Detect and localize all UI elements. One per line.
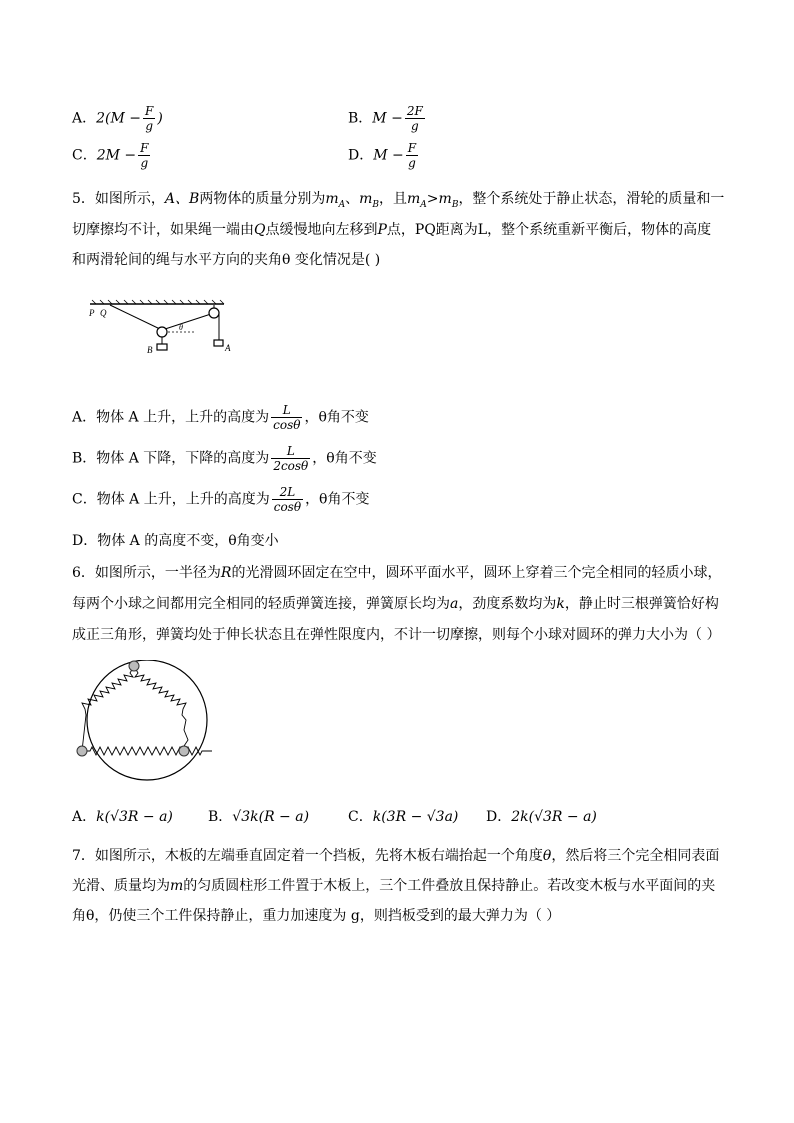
q4-option-a-fraction [143,104,155,133]
mass-b: m [438,191,452,207]
q5-option-d: D．物体 A 的高度不变，θ角变小 [72,533,279,549]
fraction-numerator: F [145,104,154,118]
option-label: D． [486,809,512,825]
q6-option-d [486,806,597,826]
q4-option-d [348,141,420,170]
text: ，θ角不变 [305,491,370,508]
text: B．物体 A 下降，下降的高度为 [72,450,270,467]
text: A．物体 A 上升，上升的高度为 [72,409,270,426]
q4-option-b-expr: M − [372,110,403,127]
text: 5．如图所示， [72,191,165,207]
option-expr: k(√3R − a) [96,809,173,825]
spring-right [134,666,188,751]
label-p: P [89,308,95,318]
text: ，静止时三根弹簧恰好构 [564,596,719,612]
option-label: A． [72,809,97,825]
q6-option-b [208,806,309,826]
q6-ring-spring-figure [72,660,224,785]
text: 每两个小球之间都用完全相同的轻质弹簧连接，弹簧原长均为 [72,596,450,612]
fraction-numerator: L [271,444,310,459]
q4-option-b [348,104,427,133]
point-p: P [377,222,387,238]
q4-option-d-expr: M − [373,147,404,164]
q4-option-c-expr: 2M − [96,147,137,164]
text: ，θ角不变 [304,409,369,426]
q5-stem-line-2 [72,219,711,239]
text: 光滑、质量均为 [72,878,170,894]
option-expr: √3k(R − a) [232,809,310,825]
subscript: B [451,199,459,210]
text: 6．如图所示，一半径为 [72,565,221,581]
length-a: a [450,596,459,612]
ball-right [179,746,189,756]
text: 7．如图所示，木板的左端垂直固定着一个挡板，先将木板右端抬起一个角度 [72,848,543,864]
text: ，然后将三个完全相同表面 [551,848,720,864]
label-a: A [225,343,231,353]
text: 点，PQ距离为L，整个系统重新平衡后，物体的高度 [386,222,712,238]
q4-option-d-label: D． [348,147,374,164]
text: 切摩擦均不计，如果绳一端由 [72,222,254,238]
q6-stem-line-2 [72,593,719,613]
fraction-denominator: g [410,119,419,133]
fraction-numerator: 2L [272,485,303,500]
label-b: B [147,345,153,355]
q5-stem-line-3: 和两滑轮间的绳与水平方向的夹角θ 变化情况是( ) [72,252,381,268]
rope-left [110,305,162,330]
fraction-denominator: g [140,156,149,170]
text: ，劲度系数均为 [458,596,557,612]
fraction-numerator: L [271,403,302,418]
fraction-numerator: 2F [406,104,423,118]
q7-stem-line-2 [72,875,715,895]
q5-stem-line-1 [72,188,724,210]
q4-option-c-fraction [138,141,150,170]
mass-a: m [407,191,421,207]
movable-pulley [157,327,167,337]
q5-option-c [72,485,370,514]
fraction-denominator: g [145,119,154,133]
block-b [157,344,167,350]
fixed-pulley [209,308,219,318]
radius-r: R [220,565,232,581]
q4-option-b-label: B． [348,110,373,127]
option-expr: 2k(√3R − a) [511,809,597,825]
q5-option-c-fraction [272,485,303,514]
q4-option-b-fraction [405,104,425,133]
label-theta: θ [179,323,183,332]
fraction-denominator: cosθ [273,418,301,432]
q6-stem-line-1 [72,562,721,582]
ball-top [129,661,139,671]
q6-option-c [348,806,458,826]
q5-option-a-fraction [271,403,302,432]
q5-option-b-fraction [271,444,310,473]
option-label: B． [208,809,233,825]
text: A、B [164,191,200,207]
text: 的匀质圆柱形工件置于木板上，三个工件叠放且保持静止。若改变木板与水平面间的夹 [183,878,716,894]
q4-option-a-label: A． [72,110,97,127]
fraction-numerator: F [140,141,149,155]
text: ，θ角不变 [312,450,377,467]
label-q: Q [100,308,107,318]
option-expr: k(3R − √3a) [372,809,459,825]
text: > [426,191,439,207]
mass-m: m [170,878,184,894]
q4-option-c [72,141,152,170]
text: ，整个系统处于静止状态，滑轮的质量和一 [458,191,725,207]
text: 、 [345,191,360,207]
text: C．物体 A 上升，上升的高度为 [72,491,270,508]
option-label: C． [348,809,373,825]
mass-a: m [325,191,339,207]
smooth-ring [87,660,207,780]
q4-option-c-label: C． [72,147,97,164]
ball-left [77,746,87,756]
q7-stem-line-1 [72,845,719,865]
q6-stem-line-3: 成正三角形，弹簧均处于伸长状态且在弹性限度内，不计一切摩擦，则每个小球对圆环的弹力大小为（ ） [72,627,721,643]
q4-option-d-fraction [406,141,418,170]
point-q: Q [254,222,266,238]
subscript: B [372,199,380,210]
constant-k: k [556,596,565,612]
text: 两物体的质量分别为 [199,191,326,207]
spring-bottom [82,747,212,755]
text: 的光滑圆环固定在空中，圆环平面水平，圆环上穿着三个完全相同的轻质小球， [231,565,722,581]
q4-option-a [72,104,163,133]
subscript: A [420,199,427,210]
mass-b: m [359,191,373,207]
q7-stem-line-3: 角θ，仍使三个工件保持静止，重力加速度为 g，则挡板受到的最大弹力为（ ） [72,908,561,924]
q4-option-a-suffix: ) [157,110,163,127]
fraction-denominator: 2cosθ [273,459,309,473]
fraction-numerator: F [407,141,417,155]
q6-option-a [72,806,173,826]
text: 点缓慢地向左移到 [265,222,378,238]
fraction-denominator: cosθ [273,500,302,514]
subscript: A [338,199,346,210]
q5-pulley-figure [86,296,236,358]
angle-theta: θ [542,848,552,864]
fraction-denominator: g [408,156,416,170]
block-a [214,340,223,346]
q5-option-b [72,444,377,473]
rope-middle [162,313,214,330]
q5-option-a [72,403,369,432]
text: ，且 [379,191,408,207]
q4-option-a-expr: 2(M − [96,110,142,127]
